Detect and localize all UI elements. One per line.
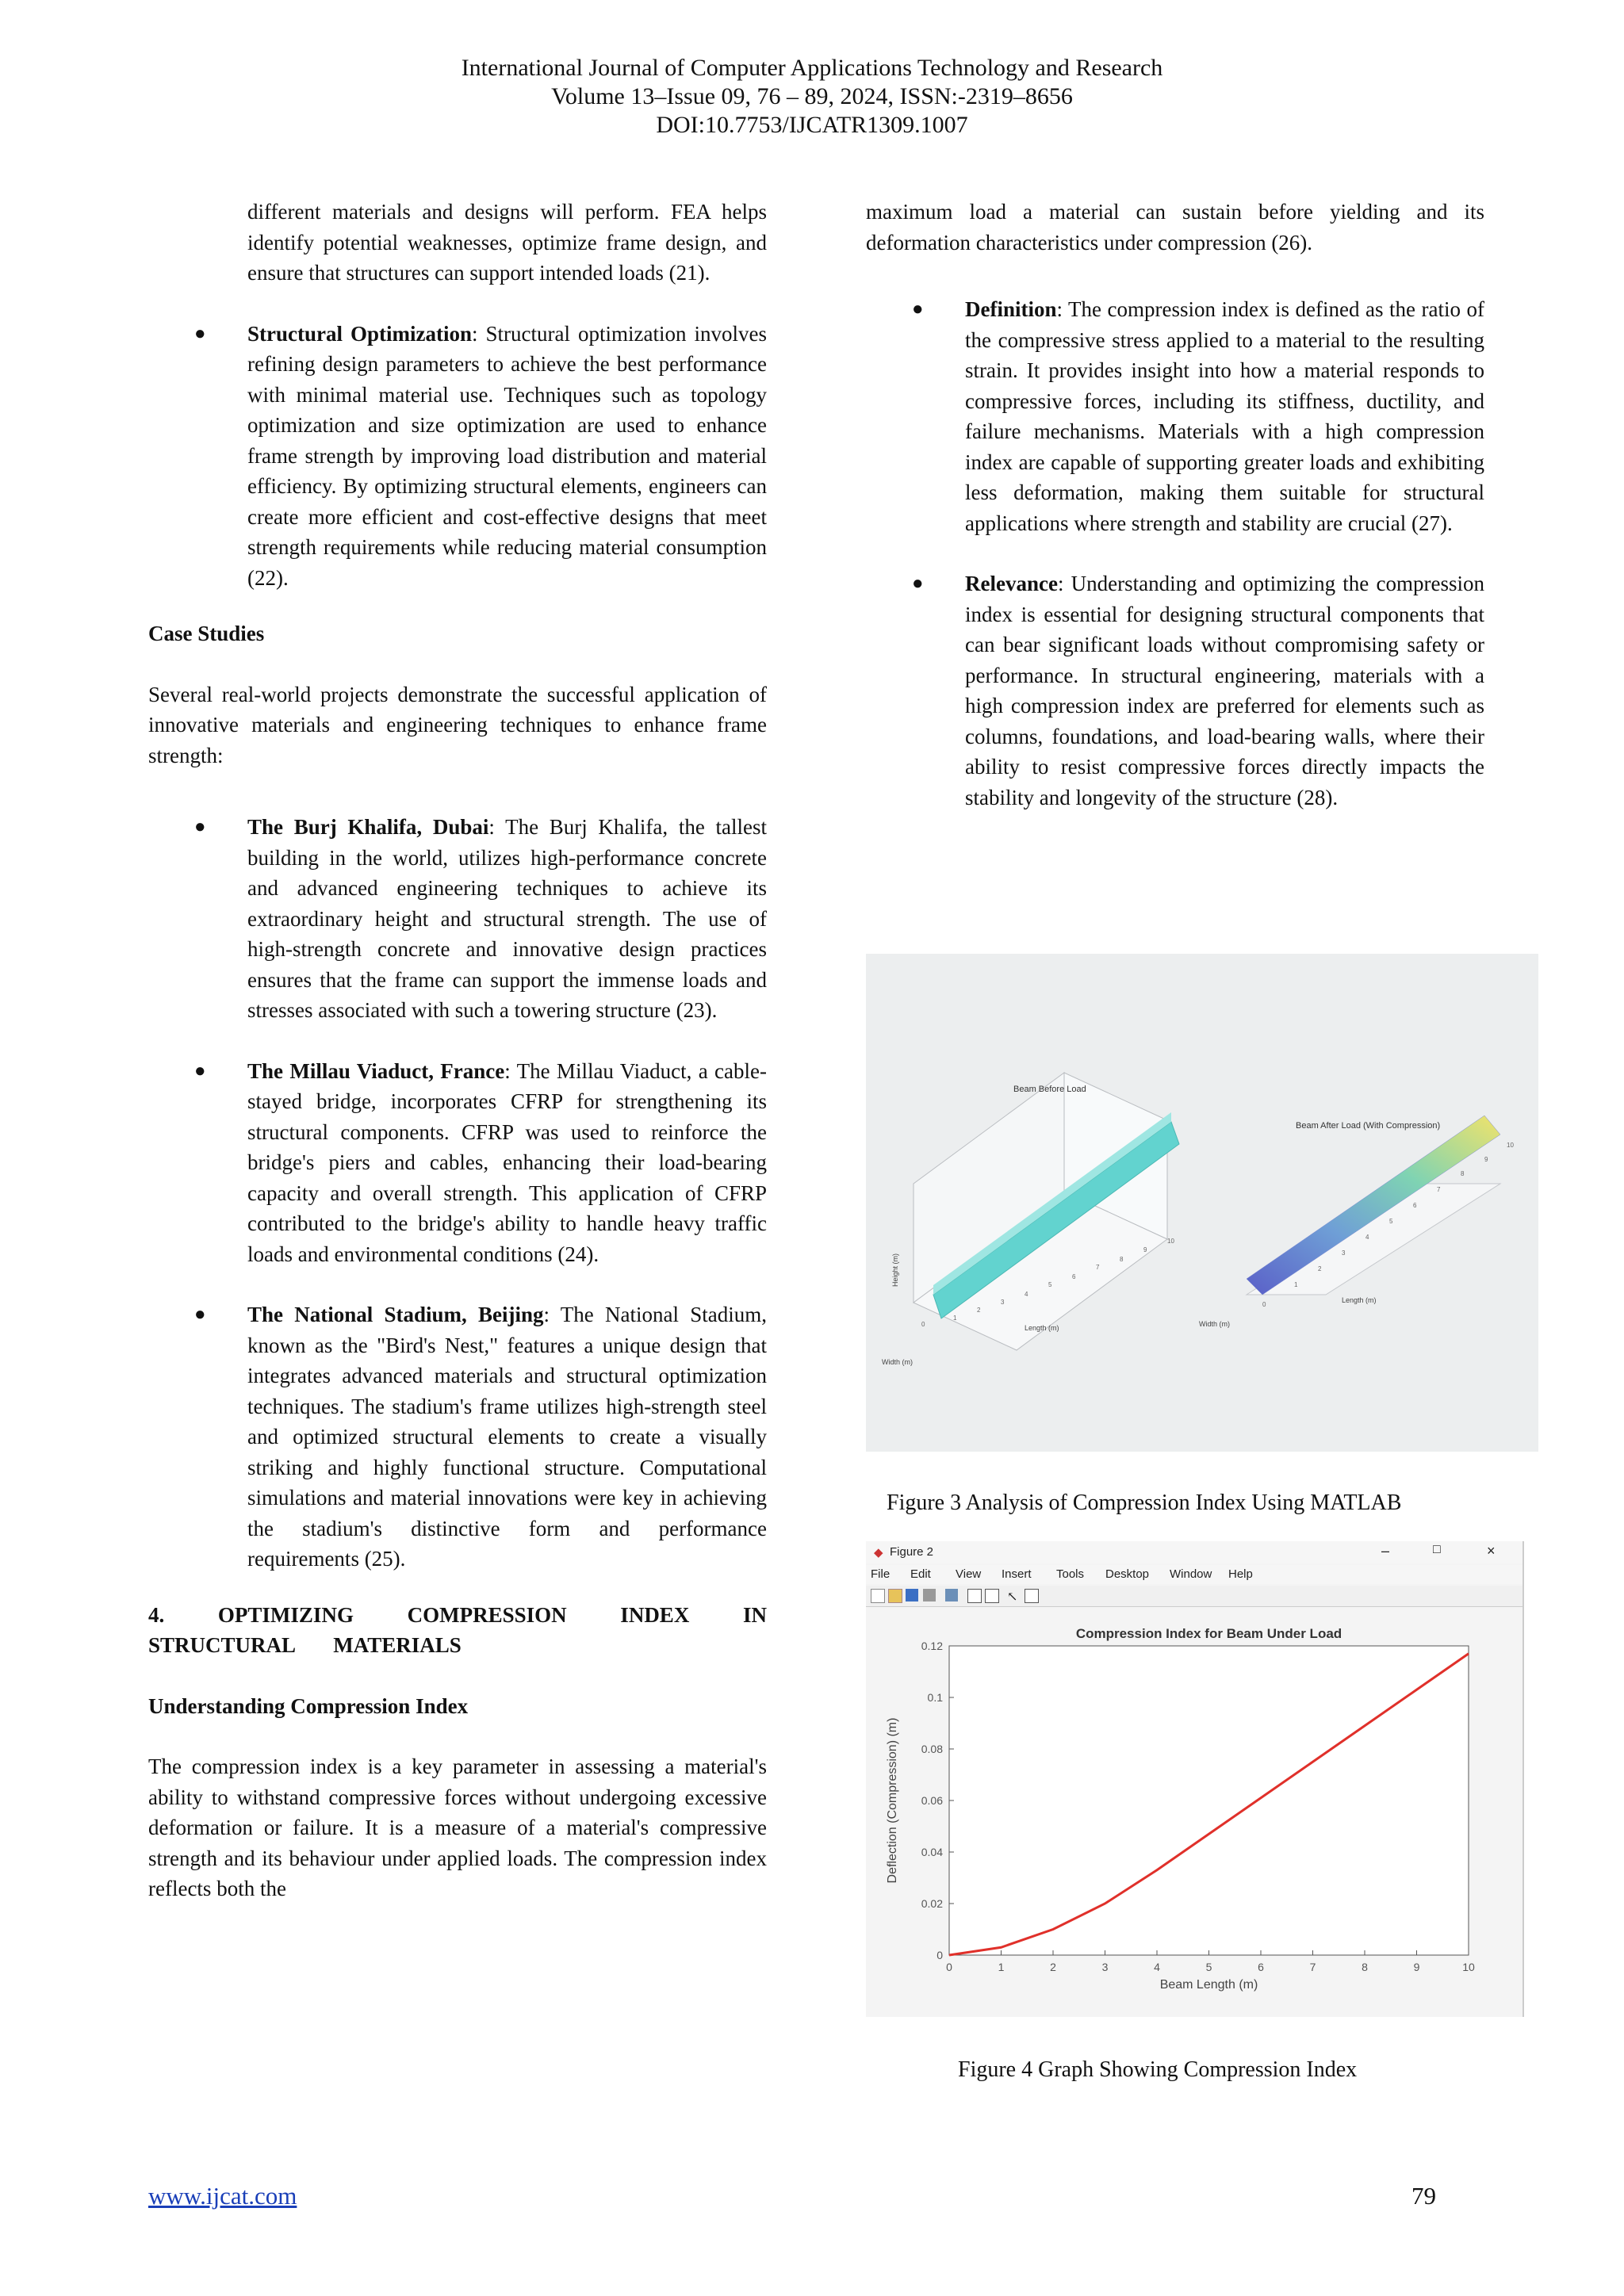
left-column [148,197,767,1904]
bullet-definition [866,294,1484,538]
insert-legend-icon[interactable] [985,1589,999,1603]
svg-text:5: 5 [1389,1218,1393,1225]
menu-file[interactable]: File [871,1567,891,1581]
x-tick-label: 7 [1309,1961,1316,1973]
bullet-label: Definition [965,297,1057,321]
subsection-heading: Understanding Compression Index [148,1693,469,1718]
bullet-text: : The Millau Viaduct, a cable-stayed bridge, incorporates CFRP for strengthening its structural components. CFRP was used to reinforce the bridge's piers and cables, enhancing their load-bearing capacity and overall strength. This application of CFRP contributed to the bridge's ability to handle heavy traffic loads and environmental conditions (24). [247,1058,767,1266]
x-tick-label: 2 [1050,1961,1056,1973]
x-tick-label: 9 [1413,1961,1420,1973]
bullet-dot: ● [194,323,206,344]
bullet-label: The Burj Khalifa, Dubai [247,815,489,839]
x-tick-label: 0 [946,1961,952,1973]
svg-text:2: 2 [1318,1265,1322,1272]
figure-3-svg [866,954,1538,1452]
menu-edit[interactable]: Edit [910,1567,931,1581]
bullet-dot: ● [912,573,924,594]
figure-3-image [866,954,1538,1452]
svg-text:2: 2 [977,1307,981,1314]
bullet-dot: ● [194,1304,206,1325]
journal-header [0,54,1624,140]
x-tick-label: 1 [998,1961,1005,1973]
y-tick-label: 0.1 [927,1691,943,1704]
case-studies-heading: Case Studies [148,622,265,645]
plot-area [949,1646,1469,1955]
menu-window[interactable]: Window [1170,1567,1212,1581]
svg-text:4: 4 [1025,1291,1028,1298]
bullet-relevance [866,568,1484,813]
bullet-label: Structural Optimization [247,321,472,346]
bullet-text: : Understanding and optimizing the compression index is essential for designing structural components that can bear significant loads without compromising safety or performance. In structural engineering, materials with a high compression index are preferred for elements such as columns, foundations, and load-bearing walls, where their ability to resist compressive forces directly impacts the stability and longevity of the structure (28). [965,572,1484,809]
menu-desktop[interactable]: Desktop [1105,1567,1150,1581]
fig3-xlabel-right: Length (m) [1342,1296,1377,1304]
svg-text:0: 0 [921,1321,925,1328]
svg-text:4: 4 [1365,1234,1369,1241]
open-folder-icon[interactable] [888,1589,902,1603]
right-column [866,197,1484,813]
insert-colorbar-icon[interactable] [967,1589,982,1603]
svg-text:6: 6 [1072,1273,1076,1280]
bullet-text: : The Burj Khalifa, the tallest building in the world, utilizes high-performance concrete and advanced engineering techniques to achieve its extraordinary height and structural strength. The use of high-strength concrete and innovative design practices ensures that the frame can support the immense loads and stresses associated with such a towering structure (23). [247,815,767,1022]
bullet-national-stadium [148,1299,767,1575]
fig3-ylabel-right: Width (m) [1199,1320,1230,1328]
y-axis-label: Deflection (Compression) (m) [886,1717,899,1884]
property-editor-icon[interactable] [1025,1589,1039,1603]
bullet-dot: ● [194,817,206,837]
bullet-label: Relevance [965,572,1058,595]
window-titlebar [866,1541,1522,1563]
maximize-button[interactable]: □ [1433,1543,1441,1556]
bullet-text: : The National Stadium, known as the "Bird's Nest," features a unique design that integrates advanced materials and structural optimization techniques. The stadium's frame utilizes high-strength steel and optimized structural elements to create a visually striking and highly functional structure. Computational simulations and material innovations were key in achieving the stadium's distinctive form and performance requirements (25). [247,1303,767,1571]
window-title: Figure 2 [890,1545,934,1559]
x-tick-label: 4 [1154,1961,1160,1973]
menu-bar [866,1565,1522,1584]
compression-index-chart [866,1608,1522,2017]
bullet-millau-viaduct [148,1056,767,1270]
svg-text:9: 9 [1143,1246,1147,1253]
minimize-button[interactable]: – [1381,1543,1390,1559]
new-file-icon[interactable] [871,1589,885,1603]
fig3-title-left: Beam Before Load [1013,1085,1086,1094]
header-doi: DOI:10.7753/IJCATR1309.1007 [656,112,968,138]
footer-website-link[interactable]: www.ijcat.com [148,2182,297,2210]
fig3-title-right: Beam After Load (With Compression) [1296,1121,1441,1131]
svg-text:1: 1 [953,1314,957,1322]
x-tick-label: 3 [1101,1961,1109,1973]
header-volume: Volume 13–Issue 09, 76 – 89, 2024, ISSN:-2319–8656 [551,83,1073,109]
x-tick-label: 8 [1362,1961,1368,1973]
x-axis-label: Beam Length (m) [1159,1978,1258,1992]
pointer-icon[interactable]: ↖ [1007,1590,1018,1604]
svg-text:10: 10 [1507,1142,1514,1149]
y-tick-label: 0 [936,1949,943,1961]
svg-text:7: 7 [1437,1186,1441,1193]
bullet-label: The Millau Viaduct, France [247,1058,505,1083]
page-number: 79 [1411,2182,1436,2210]
menu-tools[interactable]: Tools [1056,1567,1085,1581]
svg-text:8: 8 [1120,1256,1124,1263]
close-button[interactable]: × [1487,1543,1496,1559]
x-tick-label: 10 [1462,1961,1475,1973]
save-icon[interactable] [906,1589,918,1601]
menu-help[interactable]: Help [1228,1567,1253,1581]
svg-text:7: 7 [1096,1264,1100,1271]
figure-4-window [866,1541,1524,2017]
svg-text:1: 1 [1294,1281,1298,1288]
bullet-dot: ● [912,299,924,320]
y-tick-label: 0.06 [921,1794,943,1807]
paragraph-continuation: maximum load a material can sustain before yielding and its deformation characteristics under compression (26). [866,200,1484,254]
figure-3-caption: Figure 3 Analysis of Compression Index Using MATLAB [887,1490,1402,1515]
matlab-figure-icon: ◆ [874,1546,883,1559]
svg-text:0: 0 [1262,1301,1266,1308]
svg-text:5: 5 [1048,1281,1052,1288]
fig3-zlabel: Height (m) [891,1253,899,1287]
link-plot-icon[interactable] [945,1589,958,1601]
fig3-ylabel-left: Width (m) [882,1358,913,1366]
x-tick-label: 6 [1258,1961,1264,1973]
print-icon[interactable] [923,1589,936,1601]
svg-text:8: 8 [1461,1170,1465,1177]
y-tick-label: 0.04 [921,1846,943,1858]
x-tick-label: 5 [1205,1961,1212,1973]
svg-text:3: 3 [1001,1299,1005,1306]
toolbar [866,1586,1522,1607]
menu-insert[interactable]: Insert [1002,1567,1032,1581]
section-heading: 4. OPTIMIZING COMPRESSION INDEX IN STRUCTURAL MATERIALS [148,1602,767,1657]
bullet-dot: ● [194,1060,206,1081]
case-studies-intro: Several real-world projects demonstrate the successful application of innovative materials and engineering techniques to enhance frame strength: [148,682,767,767]
svg-text:3: 3 [1342,1249,1346,1257]
chart-title: Compression Index for Beam Under Load [1075,1626,1342,1641]
bullet-structural-optimization [148,319,767,594]
bullet-label: The National Stadium, Beijing [247,1303,544,1326]
header-journal-name: International Journal of Computer Applications Technology and Research [461,55,1163,81]
bullet-text: : Structural optimization involves refining design parameters to achieve the best performance with minimal material use. Techniques such as topology optimization and size optimization are used to enhance frame strength by improving load distribution and material efficiency. By optimizing structural elements, engineers can create more efficient and cost-effective designs that meet strength requirements while reducing material consumption (22). [247,321,767,590]
menu-view[interactable]: View [956,1567,982,1581]
svg-text:9: 9 [1484,1156,1488,1163]
svg-text:10: 10 [1167,1238,1174,1245]
y-tick-label: 0.02 [921,1897,943,1910]
fig3-xlabel-left: Length (m) [1025,1324,1059,1332]
figure-4-caption: Figure 4 Graph Showing Compression Index [958,2057,1358,2082]
y-tick-label: 0.08 [921,1743,943,1755]
compression-index-paragraph: The compression index is a key parameter in assessing a material's ability to withstand compressive forces without undergoing excessive deformation or failure. It is a measure of a material's compressive strength and its behaviour under applied loads. The compression index reflects both the [148,1755,767,1900]
fea-continuation: different materials and designs will perform. FEA helps identify potential weaknesses, optimize frame design, and ensure that structures can support intended loads (21). [247,200,767,285]
svg-text:6: 6 [1413,1202,1417,1209]
bullet-text: : The compression index is defined as the ratio of the compressive stress applied to a material to the resulting strain. It provides insight into how a material responds to compressive forces, including its stiffness, ductility, and failure mechanisms. Materials with a high compression index are capable of supporting greater loads and exhibiting less deformation, making them suitable for structural applications where strength and stability are crucial (27). [965,297,1484,535]
bullet-burj-khalifa [148,812,767,1026]
y-tick-label: 0.12 [921,1640,943,1652]
